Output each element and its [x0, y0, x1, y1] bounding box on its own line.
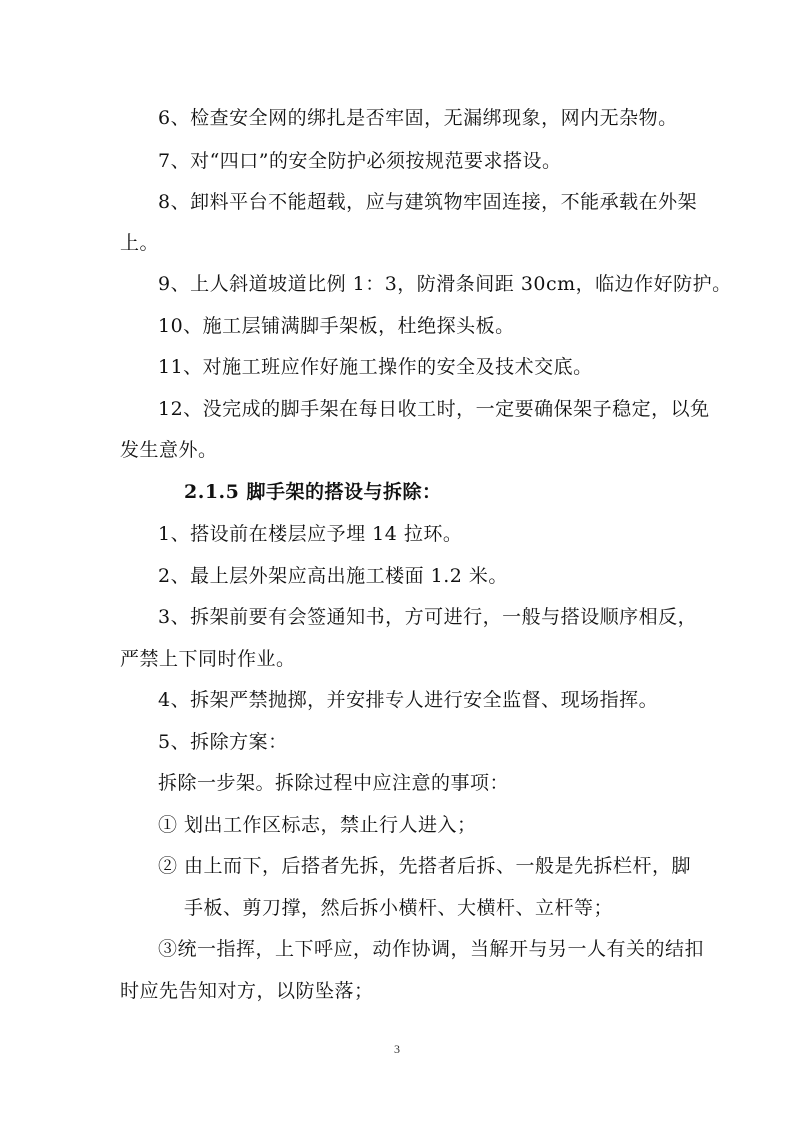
text-line-note-3: ③统一指挥，上下呼应，动作协调，当解开与另一人有关的结扣	[158, 938, 705, 960]
text-line-item-11: 11、对施工班应作好施工操作的安全及技术交底。	[158, 356, 593, 378]
text-line-item-8: 8、卸料平台不能超载，应与建筑物牢固连接，不能承载在外架	[158, 191, 698, 213]
text-line-removal-intro: 拆除一步架。拆除过程中应注意的事项：	[158, 772, 510, 794]
text-line-item-12: 12、没完成的脚手架在每日收工时，一定要确保架子稳定，以免	[158, 398, 710, 420]
text-line-step-3: 3、拆架前要有会签通知书，方可进行，一般与搭设顺序相反，	[158, 606, 698, 628]
text-line-step-4: 4、拆架严禁抛掷，并安排专人进行安全监督、现场指挥。	[158, 689, 659, 711]
text-line-step-3-cont: 严禁上下同时作业。	[120, 648, 296, 670]
text-line-item-9: 9、上人斜道坡道比例 1：3，防滑条间距 30cm，临边作好防护。	[158, 273, 732, 295]
page-number: 3	[394, 1042, 400, 1056]
text-line-note-1: ① 划出工作区标志，禁止行人进入；	[158, 814, 477, 836]
section-heading: 2.1.5 脚手架的搭设与拆除：	[184, 481, 442, 503]
text-line-step-2: 2、最上层外架应高出施工楼面 1.2 米。	[158, 565, 508, 587]
text-line-step-1: 1、搭设前在楼层应予埋 14 拉环。	[158, 523, 463, 545]
text-line-item-10: 10、施工层铺满脚手架板，杜绝探头板。	[158, 315, 515, 337]
text-line-item-12-cont: 发生意外。	[120, 439, 218, 461]
text-line-note-2-cont: 手板、剪刀撑，然后拆小横杆、大横杆、立杆等；	[184, 897, 614, 919]
text-line-note-3-cont: 时应先告知对方，以防坠落；	[120, 980, 374, 1002]
text-line-step-5: 5、拆除方案：	[158, 731, 288, 753]
text-line-note-2: ② 由上而下，后搭者先拆，先搭者后拆、一般是先拆栏杆，脚	[158, 855, 692, 877]
text-line-item-6: 6、检查安全网的绑扎是否牢固，无漏绑现象，网内无杂物。	[158, 107, 678, 129]
text-line-item-8-cont: 上。	[120, 232, 160, 254]
text-line-item-7: 7、对“四口”的安全防护必须按规范要求搭设。	[158, 150, 562, 172]
